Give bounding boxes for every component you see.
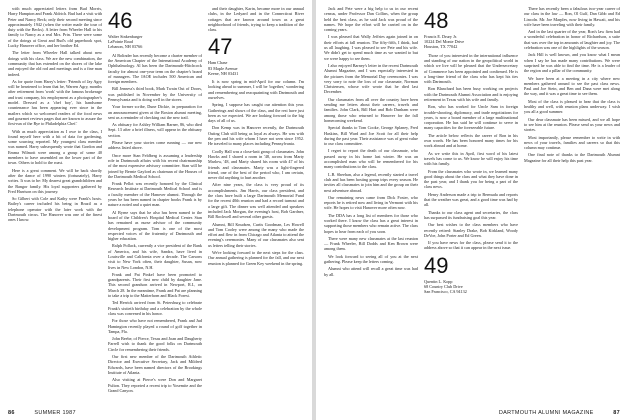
right-page (316, 0, 628, 420)
paragraph: Coolly Hall was a close-knit group of classmates. John Hawks and I shared a room in '48, across from Marty Marlow, '48, and Marty shared his room with 47 of his friends and classmates. Marty was a light-fingered friend, one of the best of the period who, I am certain, never did anything to hurt another. (208, 148, 304, 181)
left-page (0, 0, 312, 420)
paragraph: John Beebe, of Pierce, Texas and Joan and Daugherty Farrell wish to thank the good folks on Dartmouth Circle for remembering their friends. (108, 336, 202, 352)
address-line: 83 Maple Avenue (208, 65, 238, 71)
paragraph: I was pleased that Wally Jeffries again joined in on their efforts at fall reunion. The fifty-fifth, I think, had us all laughing. I was pleased to see Pete and his wife. We didn't get to spend much time as we wanted to but we were happy to see them. (324, 34, 418, 61)
paragraph: After nine years, the class is very proud of its accomplishments. Jim Harris, our class president, and the class have built a large Dartmouth Memorial Fund for the recent 40th reunion and had a record turnout and a large gift. The dinner was well attended and speakers included Jack Morgan, the evening's host, Bob Gardner, Bill Rockwell and several other guests. (208, 182, 304, 220)
class-year-heading: 49 (424, 252, 449, 278)
paragraph: Alumni, Bill Knudsen, Curtis Goodman, Les Howell and Tom Cooley were among the many who made the effort and flew in from Chicago and Atlanta to attend the evening's ceremonies. Many of our classmates also sent us letters telling their stories. (208, 221, 304, 248)
paragraph: With as much appreciation as I owe to the class, I found myself here with a bit of data for gardening, some sourcing reported. My youngest class member was named. Harry subsequently wrote that Gordon and Emma Wilmott were among a group of some 40 members to have assembled on the lower part of the town. Others to hold to the roast. (8, 128, 102, 166)
paragraph: Here is a great comment. We will be back shortly after the dance of 1990 winters (fortunately), Harry writes. It was to be: My dearest great grandchildren and the Bangor family. His loyal supporters gathered by Fred Harrison on this journey. (8, 167, 102, 194)
paragraph: We have been at a meeting in a city where new members gathered around to see the past class news. Paul and Joe Stein, and Ben and Dana were met along the way, and it was a great time to see them. (524, 75, 620, 97)
paragraph: There were many new classmates at the last reunion — Frank Wheeler, Bill Dodds and Ken Brown were among them. (324, 235, 418, 252)
paragraph: Our remaining news came from Dick Foster, who reports he is retired now and living in Vermont with his wife. He hopes to visit Hanover more often now. (324, 194, 418, 211)
paragraph: Your former scribe, Dune Dickie, in preparation for an announcement given at the Boston alumni meeting, sent us a reminder of checking out the new trail. (108, 104, 202, 120)
paragraph: I regret to report the death of our classmate, who passed away in his home last winter. He was an accomplished man who will be remembered for his many contributions to the class. (324, 148, 418, 170)
paragraph: Henry Anderson made a trip to Bermuda and reports that the weather was great, and a good time was had by all. (424, 191, 518, 208)
paragraph: Jack Hill is well known, and you know what I mean when I say he has made many contributions. We were surprised he was able to find the time. He is a leader of the region and a pillar of the community. (524, 52, 620, 74)
paragraph: As obituary for Ashley William Barner, 86, who died Sept. 13 after a brief illness, will appear in the obituary section. (108, 122, 202, 138)
class-secretary-address (208, 60, 304, 76)
paragraph: We look forward to seeing all of you at the next gathering. Please keep the letters coming. (324, 253, 418, 265)
paragraph: Our dear classmate has been missed, and we all hope to see him at the reunion. Please send us your news and stories. (524, 116, 620, 133)
paragraph: From the classmates who wrote in, we learned many good things about the class and what they have done in the past year, and I thank you for being a part of the class news. (424, 168, 518, 190)
address-line: San Francisco, CA 94132 (424, 289, 467, 295)
paragraph: and their daughter, Karin, became more in our annual clubs, in the Ledyard and in the Connecticut River cottages that are known around town as a great neighborhood of friends, trying to keep a tradition of the class. (208, 6, 304, 33)
class-secretary-address (424, 279, 518, 295)
address-line: Houston, TX 77042 (424, 44, 458, 50)
paragraph: One final note of thanks to the Dartmouth Alumni Magazine for all their help this past year. (524, 152, 620, 163)
address-line: Walter Sinkenbarger (108, 34, 143, 39)
class-secretary-address (424, 34, 518, 50)
paragraph: Jack and Pete were a big help to us in our recent census, under Professor Dan Collins, when the group held the best class, as he said Jack was proud of the names. We hope the effort will be carried on in the coming years. (324, 6, 418, 33)
paragraph: Al Bolinder has recently become a charter member of the American Chapter of the International Academy of Ophthalmology. Al has been the Dartmouth-Hitchcock faculty for almost one-year term on the chapter's board of managers. The IAOE includes 500 American and foreign members. (108, 52, 202, 85)
left-column-3 (208, 6, 304, 400)
issue-label: SUMMER 1987 (34, 410, 76, 416)
paragraph: Alumni who attend will recall a great time was had by all. (324, 266, 418, 277)
paragraph: We're looking forward to the next steps for the class. Our annual gathering is planned for the fall, and our next reunion is planned for Green Key weekend in the spring. (208, 250, 304, 266)
paragraph: Most of the class is pleased to hear that the class is healthy and well, with reunion plans underway. I wish you all a good summer. (524, 98, 620, 115)
paragraph: Thanks to our class agent and secretaries, the class has surpassed its fundraising goal this year. (424, 209, 518, 220)
paragraph: Those of you interested in the international influence and standing of our nation in the geopolitical world in which we live will be pleased that the Undersecretary of Commerce has been appointed and confirmed. He is a long-time friend of the class who has kept his ties with Dartmouth. (424, 52, 518, 85)
paragraph: It is now spring in mid-April for our column. I'm looking ahead to summer, I will be 'together,' wondering and remembering and reacquainting with Dartmouth and ourselves. (208, 79, 304, 100)
paragraph: Once more Stan Feldberg is assuming a leadership role in Dartmouth affairs with his recent chairmanship of the most expensive advisory committee. Stan will be joined by Bernie Gaylord as chairman of the Houses of the Dartmouth Medical School. (108, 152, 202, 179)
paragraph: Ron Blanchard has been busy working on projects with the Dartmouth Alumni Association and is enjoying retirement in Texas with his wife and family. (424, 86, 518, 102)
paragraph: Spring, I suppose has caught our attention this year. Gatherings and shows of the class, and the rest have just been as we expected. We are looking forward to the big days of all of us. (208, 102, 304, 124)
paragraph: Our first new member of the Dartmouth Athletic Director and Executive Secretary, Jack and Mildred Edwards, have been named directors of the Brookings Institute of Atlanta. (108, 354, 202, 375)
paragraph: There has recently been a fabulous two-year career of our class in the law — Ron, Ol Gulf, Dan Gibb and Ed Lincoln. Mr. Joe Marples, now living in Hawaii, and his wife have been traveling with their family. (524, 6, 620, 27)
paragraph: The article below reflects the career of Ron in his own words. He has been honored many times for his work abroad and at home. (424, 132, 518, 149)
paragraph: Ralph Pollack, currently a vice president of the Bank of America, and his wife, Sandra, have lived in Louisville and California over a decade. The Carsons visit to New York often, their daughter, Susan, now lives in New London, N.H. (108, 243, 202, 270)
paragraph: As for quote from Harry's letter: 'Friends of Jay Agry will be heartened to learn that he, Warren Agry, months after retirement from 'work' with the famous brokerage and trust company, his employment as a photographer's model. Dressed as a 'chef boy', his handsome countenance has been appearing ever since in the mailers which so welcomed readers of the food news and gourmet reviews pages that are known to assure the first-run of the Rye to Philadelphia Chef.' (8, 78, 102, 127)
paragraph: Frank Pellot was recently honored by the Clinical Research Institute at Dartmouth Medical School and is a faculty member of the Hanover alumni. Through the years he has been named in chapter books Frank is by nature a noted and a quiet man. (108, 181, 202, 208)
paragraph: For those who have not remembered, Frank and Jud Hamington recently played a round of golf together in Tampa, Fla. (108, 318, 202, 334)
page-number: 86 (8, 410, 15, 416)
address-line: 68 Country Club Drive (424, 283, 463, 289)
issue-label: DARTMOUTH ALUMNI MAGAZINE (498, 410, 594, 416)
right-column-3 (524, 6, 620, 400)
paragraph: Frank and Pat Pinkel have been promoted to grandparents. Their first new child by daughter Jane. This second grandson arrived in Newport, R.I., on March 28. In the meantime, Frank and Pat are planning to take a trip to the Matterhorn and Black Forest. (108, 271, 202, 299)
page-footer (8, 410, 76, 416)
paragraph: Bill Jenness's third book, Mark Twain Out of Doors, was published in November by the University of Pennsylvania and is doing well in the stores. (108, 86, 202, 102)
paragraph: The letter from Wheeler Hall talked about new doings with his class. We are the new combination, the community that has extended on the shores of the lake and enjoyed the old rod and meetings and is a fine man indeed. (8, 50, 102, 77)
paragraph: Ron, who has worked for Uncle Sam in foreign trouble-shooting, diplomacy, and trade negotiations for years, is now a board member of a large multinational corporation. He has said he will continue to serve in many capacities for the foreseeable future. (424, 104, 518, 131)
address-line: Francis E. Drury Jr. (424, 34, 457, 39)
paragraph: I also enjoyed Barney's letter in the recent Dartmouth Alumni Magazine, and I was especially interested in the pictures from the Memorial Day ceremonies. I was very sorry to note the loss of our classmate, Norman Christensen, whose wife wrote that he died last December. (324, 62, 418, 95)
class-year-heading: 47 (208, 34, 233, 60)
class-year-heading: 46 (108, 8, 133, 33)
paragraph: Our best wishes to the class members who have recently retired: Stanley Drake, Bob Kirkland, Woody DeVoe, John Porter and Ed Green. (424, 222, 518, 238)
paragraph: Don Kemp was in Hanover recently, the Dartmouth Outing Club still being as loyal as always. He was with the pen and his wife whom I have not seen since 1952. He traveled to many places including Pennsylvania. (208, 125, 304, 147)
paragraph: And in the last quarter of the year, Ron's law firm had a wonderful celebration in honor of Richardson, a suite that was over the top in amounts of laughter and joy. The celebration was one of the highlights of the season. (524, 29, 620, 51)
paragraph: Most importantly, please remember to write in with news of your travels, families and careers so that this column may continue. (524, 134, 620, 151)
paragraph: Ted Herrick arrived from St. Petersburg to celebrate Frank's sixtieth birthday and a celebration by the whole class was convened in his honor. (108, 300, 202, 316)
address-line: Ham Chase (208, 60, 228, 66)
address-line: 10224 Del Monte Drive (424, 39, 465, 45)
page-footer (499, 410, 620, 416)
paragraph: So Gilbert with Cole and Kathy were Frank's hosts. Bailey's career included his being in Brazil as a telephone operator with the later work with the Dartmouth circus. The Hanover was one of the finest ones I know. (8, 196, 102, 223)
paragraph: The DDA has a long list of members for those who worked there. I know the class has a great interest in supporting those members who remain active. The class hopes to hear from each of you soon. (324, 212, 418, 234)
paragraph: with much appreciated letters from Bud Morris, Harry Hampton and Frank Aldrich. Bud had a visit with Peter and Nancy Beck; only their second meeting since approximately 1942 (when the writer made the tour of duty with the Becks). A letter from Wheeler Hall to his family to Nancy as a real Mrs. Prin. There were some of the doings at Great and Bud's old paperbook spot, Lucky Hanover office, and her brother Ed. (8, 6, 102, 49)
paragraph: Also visiting at Pierce's were Don and Margaret Fulton. They reported a recent trip to Yosemite and the Grand Canyon. (108, 377, 202, 393)
left-column-2 (108, 6, 202, 400)
class-year-heading: 48 (424, 8, 449, 33)
paragraph: Please have your stories come running — our new address listed above. (108, 140, 202, 151)
paragraph: L.B. Sheehan, also a legend, recently started a travel club and has been hosting group trips every season. He invites all classmates to join him and the group on their next adventure abroad. (324, 171, 418, 193)
paragraph: Our classmates from all over the country have been sending me letters about their careers, travels and families. John Clark, Bill Hart and Bob Dunham were among those who returned to Hanover for the fall homecoming weekend. (324, 96, 418, 123)
paragraph: Special thanks to Tom Cooke, George Splaney, Fred Haskins, Bill Ward and Joe Scott for all their help during the past year. Their assistance was of great value to our class committee. (324, 125, 418, 147)
left-column-1 (8, 6, 102, 400)
class-secretary-address (108, 34, 202, 50)
address-line: LaPointe Road (108, 39, 134, 45)
paragraph: If you have news for the class, please send it to the address above so that it can appear in the next issue. (424, 240, 518, 251)
paragraph: Al Byrne says that he also has been named to the board of the Children's Hospital Medical Center. Stan has remained as nurse advisor of the community development program. Tom is one of the most respected voices of the fraternity of Dartmouth and higher education. (108, 209, 202, 242)
address-line: Lebanon, NH 03766 (108, 44, 143, 50)
page-number: 87 (613, 410, 620, 416)
address-line: Quentin L. Kopp (424, 278, 453, 284)
address-line: Keene, NH 03431 (208, 70, 239, 76)
paragraph: As we write this in April, first word of his latest travels has come to us. We know he will enjoy his time with his family. (424, 150, 518, 167)
right-column-1 (324, 6, 418, 400)
right-column-2 (424, 6, 518, 400)
